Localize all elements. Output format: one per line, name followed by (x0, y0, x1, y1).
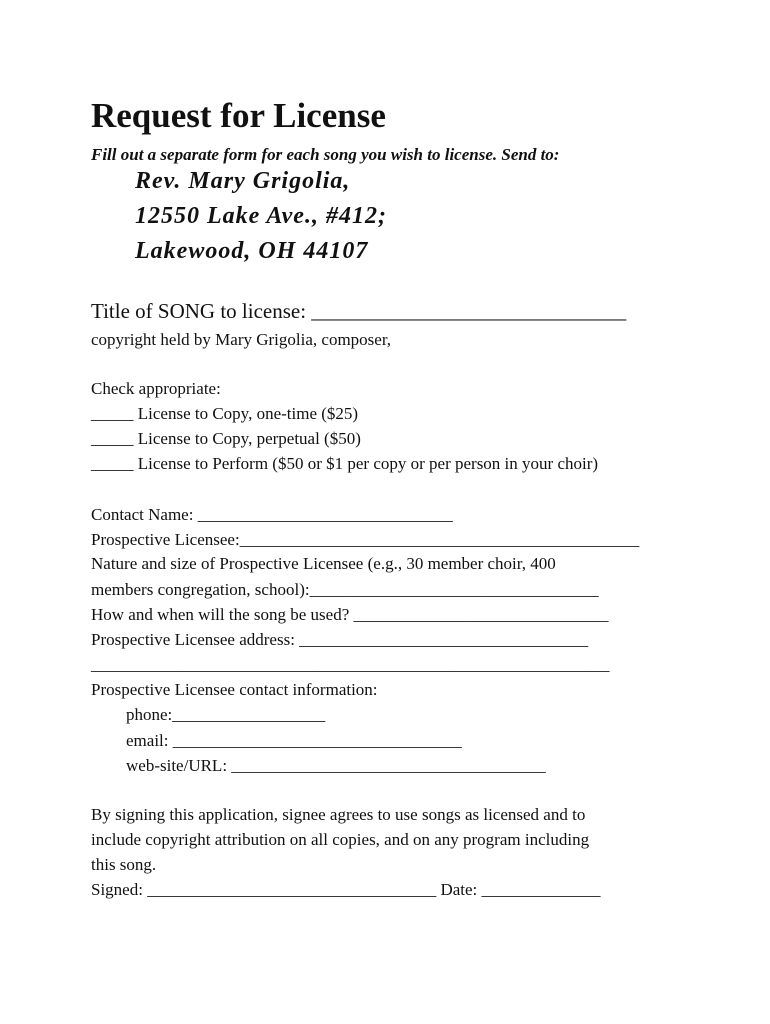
check-heading: Check appropriate: (91, 379, 221, 398)
option-copy-perpetual[interactable]: _____ License to Copy, perpetual ($50) (91, 429, 361, 448)
address-line-street: 12550 Lake Ave., #412; (135, 203, 387, 229)
instructions-text: Fill out a separate form for each song you wish to license. Send to: (91, 145, 560, 164)
email-field[interactable]: email: __________________________________ (126, 731, 462, 750)
phone-field[interactable]: phone:__________________ (126, 705, 326, 724)
address-line-name: Rev. Mary Grigolia, (135, 168, 351, 194)
website-field[interactable]: web-site/URL: _____________________________________ (126, 756, 546, 775)
copyright-note: copyright held by Mary Grigolia, composer, (91, 330, 392, 349)
page-title: Request for License (91, 96, 386, 135)
licensee-address-field[interactable]: Prospective Licensee address: __________________________________ (91, 630, 589, 649)
nature-size-label: Nature and size of Prospective Licensee (e.g., 30 member choir, 400 (91, 554, 556, 573)
nature-size-field[interactable]: members congregation, school):__________________________________ (91, 580, 599, 599)
signature-date-field[interactable]: Signed: __________________________________ Date: ______________ (91, 880, 601, 899)
option-copy-one-time[interactable]: _____ License to Copy, one-time ($25) (91, 404, 359, 423)
licensee-address-field-continued[interactable]: _____________________________________________________________ (91, 655, 610, 674)
contact-info-heading: Prospective Licensee contact information: (91, 680, 378, 699)
contact-name-field[interactable]: Contact Name: ______________________________ (91, 505, 453, 524)
address-line-city: Lakewood, OH 44107 (135, 238, 369, 264)
song-title-field[interactable]: Title of SONG to license: ______________________________ (91, 299, 627, 323)
song-usage-field[interactable]: How and when will the song be used? ______________________________ (91, 605, 609, 624)
agreement-line-2: include copyright attribution on all copies, and on any program including (91, 830, 590, 849)
agreement-line-1: By signing this application, signee agrees to use songs as licensed and to (91, 805, 586, 824)
prospective-licensee-field[interactable]: Prospective Licensee:_______________________________________________ (91, 530, 640, 549)
option-perform[interactable]: _____ License to Perform ($50 or $1 per copy or per person in your choir) (91, 454, 599, 473)
agreement-line-3: this song. (91, 855, 157, 874)
